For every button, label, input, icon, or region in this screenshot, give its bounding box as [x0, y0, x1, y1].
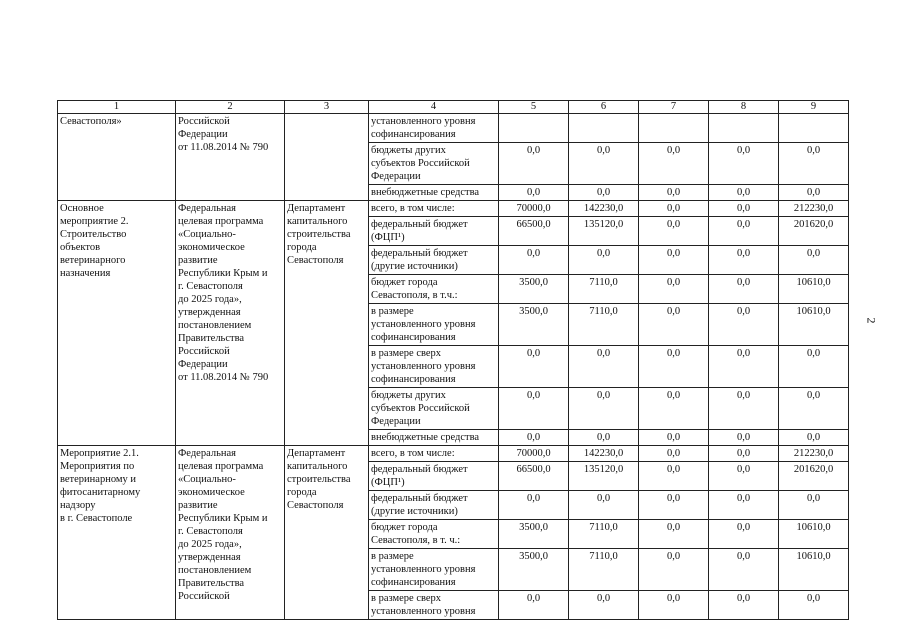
funding-source-cell: всего, в том числе: [369, 446, 499, 462]
funding-source-cell: внебюджетные средства [369, 185, 499, 201]
funding-source-cell: установленного уровня софинансирования [369, 114, 499, 143]
value-cell: 0,0 [779, 185, 849, 201]
value-cell: 0,0 [639, 304, 709, 346]
activity-name-cell: Мероприятие 2.1. Мероприятия по ветеринарному и фитосанитарному надзору в г. Севастополе [58, 446, 176, 620]
value-cell: 66500,0 [499, 462, 569, 491]
value-cell: 0,0 [639, 491, 709, 520]
value-cell: 0,0 [639, 520, 709, 549]
value-cell: 0,0 [569, 388, 639, 430]
value-cell [709, 114, 779, 143]
header-cell: 2 [176, 101, 285, 114]
budget-table [57, 100, 849, 620]
program-basis-cell: Федеральная целевая программа «Социально- экономическое развитие Республики Крым и г. Севастополя до 2025 года», утвержденная постановлением Правительства Российской [176, 446, 285, 620]
value-cell: 10610,0 [779, 549, 849, 591]
value-cell: 135120,0 [569, 462, 639, 491]
value-cell: 10610,0 [779, 275, 849, 304]
executor-cell: Департамент капитального строительства города Севастополя [285, 201, 369, 446]
value-cell: 142230,0 [569, 201, 639, 217]
value-cell: 0,0 [709, 143, 779, 185]
value-cell: 0,0 [779, 491, 849, 520]
header-cell: 8 [709, 101, 779, 114]
value-cell: 0,0 [499, 491, 569, 520]
value-cell: 0,0 [709, 275, 779, 304]
value-cell: 0,0 [779, 591, 849, 620]
value-cell [639, 114, 709, 143]
value-cell: 0,0 [639, 591, 709, 620]
value-cell: 0,0 [779, 143, 849, 185]
value-cell: 3500,0 [499, 520, 569, 549]
header-cell: 1 [58, 101, 176, 114]
value-cell: 0,0 [639, 185, 709, 201]
value-cell: 0,0 [639, 446, 709, 462]
value-cell: 0,0 [709, 346, 779, 388]
value-cell: 0,0 [569, 346, 639, 388]
funding-source-cell: в размере сверх установленного уровня [369, 591, 499, 620]
value-cell: 0,0 [569, 491, 639, 520]
value-cell: 0,0 [779, 430, 849, 446]
funding-source-cell: в размере сверх установленного уровня софинансирования [369, 346, 499, 388]
table-row [58, 201, 849, 217]
value-cell: 7110,0 [569, 275, 639, 304]
value-cell: 0,0 [779, 346, 849, 388]
funding-source-cell: всего, в том числе: [369, 201, 499, 217]
value-cell: 0,0 [569, 591, 639, 620]
value-cell: 135120,0 [569, 217, 639, 246]
funding-source-cell: бюджет города Севастополя, в т. ч.: [369, 520, 499, 549]
header-row [58, 101, 849, 114]
activity-name-cell: Севастополя» [58, 114, 176, 201]
value-cell: 0,0 [709, 304, 779, 346]
value-cell: 0,0 [709, 462, 779, 491]
value-cell: 7110,0 [569, 549, 639, 591]
value-cell: 0,0 [569, 143, 639, 185]
value-cell: 0,0 [639, 430, 709, 446]
value-cell: 0,0 [779, 388, 849, 430]
value-cell [779, 114, 849, 143]
table-row [58, 114, 849, 143]
value-cell: 7110,0 [569, 520, 639, 549]
value-cell: 212230,0 [779, 446, 849, 462]
value-cell: 201620,0 [779, 462, 849, 491]
executor-cell [285, 114, 369, 201]
value-cell: 0,0 [639, 246, 709, 275]
value-cell: 0,0 [569, 430, 639, 446]
funding-source-cell: федеральный бюджет (другие источники) [369, 246, 499, 275]
value-cell: 0,0 [499, 185, 569, 201]
value-cell: 0,0 [639, 462, 709, 491]
funding-source-cell: в размере установленного уровня софинансирования [369, 304, 499, 346]
funding-source-cell: бюджеты других субъектов Российской Федерации [369, 143, 499, 185]
value-cell: 0,0 [639, 549, 709, 591]
header-cell: 6 [569, 101, 639, 114]
value-cell: 10610,0 [779, 304, 849, 346]
activity-name-cell: Основное мероприятие 2. Строительство объектов ветеринарного назначения [58, 201, 176, 446]
value-cell: 0,0 [709, 549, 779, 591]
value-cell: 7110,0 [569, 304, 639, 346]
value-cell: 3500,0 [499, 549, 569, 591]
value-cell: 0,0 [499, 246, 569, 275]
value-cell: 0,0 [639, 275, 709, 304]
page-number: 2 [864, 317, 879, 324]
program-basis-cell: Федеральная целевая программа «Социально- экономическое развитие Республики Крым и г. Севастополя до 2025 года», утвержденная постановлением Правительства Российской Федерации от 11.08.2014 № 790 [176, 201, 285, 446]
value-cell: 0,0 [639, 201, 709, 217]
value-cell: 66500,0 [499, 217, 569, 246]
funding-source-cell: федеральный бюджет (ФЦП¹) [369, 217, 499, 246]
value-cell: 0,0 [499, 430, 569, 446]
value-cell: 3500,0 [499, 304, 569, 346]
value-cell: 10610,0 [779, 520, 849, 549]
value-cell: 0,0 [709, 185, 779, 201]
value-cell: 0,0 [639, 346, 709, 388]
header-cell: 9 [779, 101, 849, 114]
value-cell: 0,0 [709, 388, 779, 430]
value-cell [569, 114, 639, 143]
value-cell [499, 114, 569, 143]
value-cell: 0,0 [499, 143, 569, 185]
value-cell: 0,0 [709, 430, 779, 446]
value-cell: 0,0 [709, 491, 779, 520]
value-cell: 0,0 [499, 591, 569, 620]
value-cell: 0,0 [779, 246, 849, 275]
value-cell: 3500,0 [499, 275, 569, 304]
value-cell: 212230,0 [779, 201, 849, 217]
funding-source-cell: федеральный бюджет (другие источники) [369, 491, 499, 520]
value-cell: 201620,0 [779, 217, 849, 246]
value-cell: 70000,0 [499, 446, 569, 462]
funding-source-cell: федеральный бюджет (ФЦП¹) [369, 462, 499, 491]
executor-cell: Департамент капитального строительства города Севастополя [285, 446, 369, 620]
funding-source-cell: бюджет города Севастополя, в т.ч.: [369, 275, 499, 304]
header-cell: 3 [285, 101, 369, 114]
header-cell: 4 [369, 101, 499, 114]
value-cell: 0,0 [639, 217, 709, 246]
value-cell: 0,0 [639, 143, 709, 185]
table-row [58, 446, 849, 462]
value-cell: 0,0 [709, 246, 779, 275]
value-cell: 0,0 [499, 388, 569, 430]
program-basis-cell: Российской Федерации от 11.08.2014 № 790 [176, 114, 285, 201]
value-cell: 142230,0 [569, 446, 639, 462]
value-cell: 0,0 [709, 201, 779, 217]
value-cell: 0,0 [499, 346, 569, 388]
funding-source-cell: внебюджетные средства [369, 430, 499, 446]
value-cell: 0,0 [709, 591, 779, 620]
value-cell: 0,0 [569, 246, 639, 275]
header-cell: 7 [639, 101, 709, 114]
value-cell: 0,0 [709, 446, 779, 462]
value-cell: 0,0 [639, 388, 709, 430]
header-cell: 5 [499, 101, 569, 114]
value-cell: 0,0 [709, 520, 779, 549]
value-cell: 70000,0 [499, 201, 569, 217]
funding-source-cell: бюджеты других субъектов Российской Федерации [369, 388, 499, 430]
value-cell: 0,0 [569, 185, 639, 201]
value-cell: 0,0 [709, 217, 779, 246]
funding-source-cell: в размере установленного уровня софинансирования [369, 549, 499, 591]
